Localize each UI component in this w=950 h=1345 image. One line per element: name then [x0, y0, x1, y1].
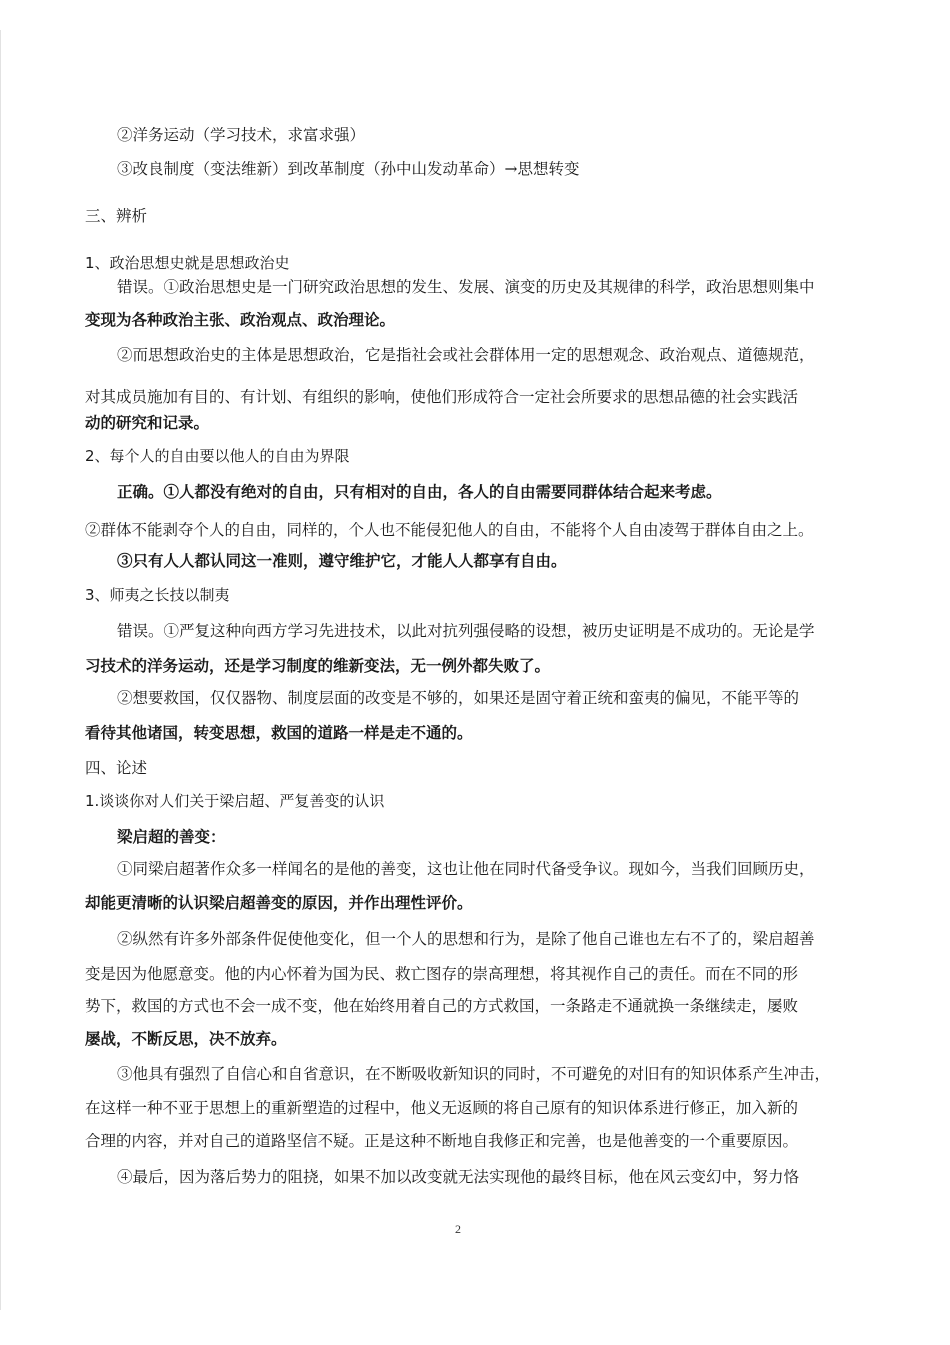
text-line: ②想要救国，仅仅器物、制度层面的改变是不够的，如果还是固守着正统和蛮夷的偏见，不能平等的	[117, 689, 800, 707]
text-line: 屡战，不断反思，决不放弃。	[85, 1029, 287, 1048]
question-heading: 1、政治思想史就是思想政治史	[85, 254, 290, 272]
text-line: 正确。①人都没有绝对的自由，只有相对的自由，各人的自由需要同群体结合起来考虑。	[117, 482, 722, 501]
text-line: ②纵然有许多外部条件促使他变化，但一个人的思想和行为，是除了他自己谁也左右不了的，梁启超善	[117, 930, 815, 948]
text-line: 看待其他诸国，转变思想，救国的道路一样是走不通的。	[85, 723, 473, 742]
text-line: ③只有人人都认同这一准则，遵守维护它，才能人人都享有自由。	[117, 551, 567, 570]
text-line: 习技术的洋务运动，还是学习制度的维新变法，无一例外都失败了。	[85, 656, 551, 675]
text-line: 错误。①严复这种向西方学习先进技术，以此对抗列强侵略的设想，被历史证明是不成功的。无论是学	[117, 622, 815, 640]
text-line: ③改良制度（变法维新）到改革制度（孙中山发动革命）→思想转变	[117, 160, 580, 178]
text-line: 对其成员施加有目的、有计划、有组织的影响，使他们形成符合一定社会所要求的思想品德的社会实践活	[85, 388, 799, 406]
text-line: 势下，救国的方式也不会一成不变，他在始终用着自己的方式救国，一条路走不通就换一条继续走，屡败	[85, 997, 799, 1015]
text-line: ④最后，因为落后势力的阻挠，如果不加以改变就无法实现他的最终目标，他在风云变幻中，努力恪	[117, 1168, 800, 1186]
subheading: 梁启超的善变：	[117, 827, 226, 846]
text-line: 在这样一种不亚于思想上的重新塑造的过程中，他义无返顾的将自己原有的知识体系进行修正，加入新的	[85, 1099, 799, 1117]
text-line: ②而思想政治史的主体是思想政治，它是指社会或社会群体用一定的思想观念、政治观点、道德规范，	[117, 346, 815, 364]
text-line: ①同梁启超著作众多一样闻名的是他的善变，这也让他在同时代备受争议。现如今，当我们回顾历史，	[117, 860, 815, 878]
text-line: 变是因为他愿意变。他的内心怀着为国为民、救亡图存的崇高理想，将其视作自己的责任。而在不同的形	[85, 965, 799, 983]
text-line: 合理的内容，并对自己的道路坚信不疑。正是这种不断地自我修正和完善，也是他善变的一个重要原因。	[85, 1132, 799, 1150]
text-line: 却能更清晰的认识梁启超善变的原因，并作出理性评价。	[85, 893, 473, 912]
text-line: 动的研究和记录。	[85, 413, 210, 432]
section-heading: 三、辨析	[85, 207, 148, 225]
text-line: ②洋务运动（学习技术，求富求强）	[117, 126, 366, 144]
text-line: 错误。①政治思想史是一门研究政治思想的发生、发展、演变的历史及其规律的科学，政治思想则集中	[117, 278, 815, 296]
page-border	[0, 30, 1, 1310]
question-heading: 2、每个人的自由要以他人的自由为界限	[85, 447, 350, 465]
section-heading: 四、论述	[85, 759, 148, 777]
question-heading: 1.谈谈你对人们关于梁启超、严复善变的认识	[85, 792, 385, 810]
page-number: 2	[455, 1222, 461, 1236]
text-line: ②群体不能剥夺个人的自由，同样的，个人也不能侵犯他人的自由，不能将个人自由凌驾于群体自由之上。	[85, 521, 814, 539]
text-line: 变现为各种政治主张、政治观点、政治理论。	[85, 310, 396, 329]
question-heading: 3、师夷之长技以制夷	[85, 586, 230, 604]
text-line: ③他具有强烈了自信心和自省意识，在不断吸收新知识的同时，不可避免的对旧有的知识体系产生冲击，	[117, 1065, 831, 1083]
